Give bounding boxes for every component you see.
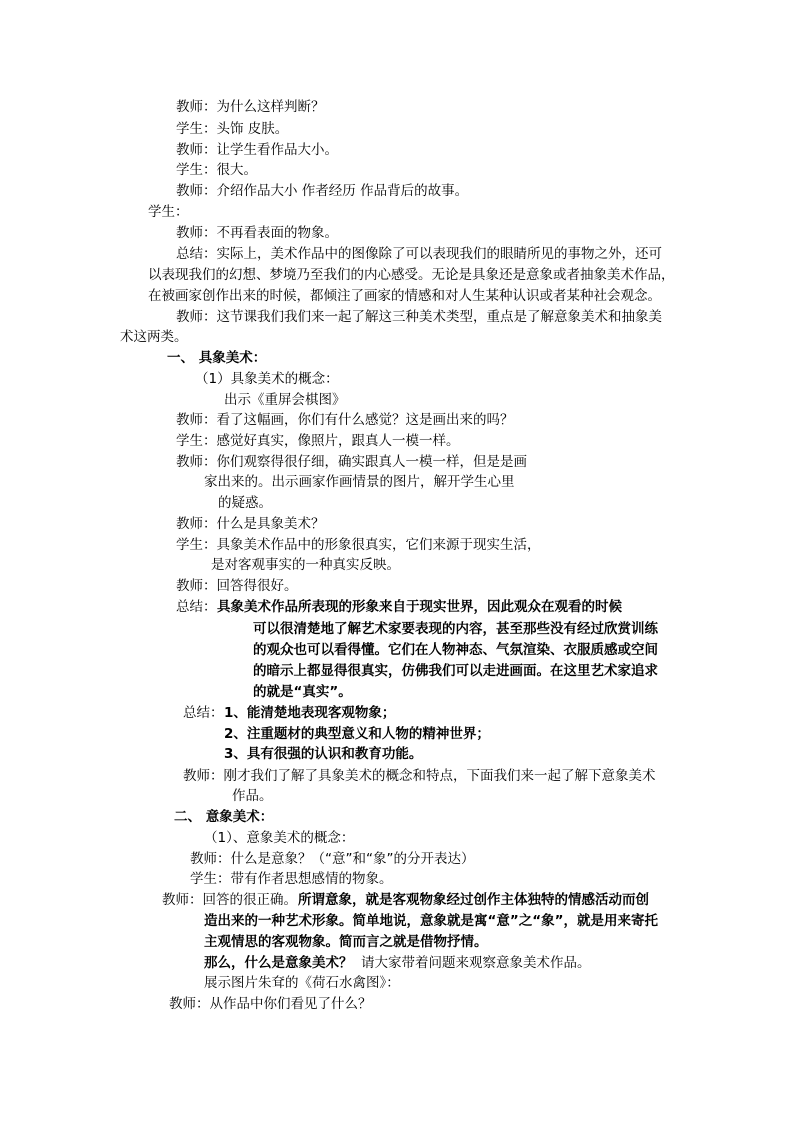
dialogue-line: 学生：带有作者思想感情的物象。 [190,871,393,887]
feature-item: 3、具有很强的认识和教育功能。 [224,746,423,762]
dialogue-line: 教师：让学生看作品大小。 [176,142,338,158]
feature-item: 2、注重题材的典型意义和人物的精神世界； [224,726,490,742]
section-heading-1: 一、 具象美术： [167,350,267,366]
summary-paragraph-line: 总结：实际上，美术作品中的图像除了可以表现我们的眼睛所见的事物之外，还可 [176,246,662,262]
dialogue-line: 学生：很大。 [176,162,257,178]
dialogue-line: 教师：什么是具象美术？ [176,516,325,532]
instruction-line: 请大家带着问题来观察意象美术作品。 [361,955,591,971]
dialogue-line: 学生：感觉好真实，像照片，跟真人一模一样。 [176,433,460,449]
dialogue-line: 教师：刚才我们了解了具象美术的概念和特点，下面我们来一起了解下意象美术 [183,768,656,784]
definition-bold-line: 所谓意象，就是客观物象经过创作主体独特的情感活动而创 [298,892,649,908]
summary-bold-line: 具象美术作品所表现的形象来自于现实世界，因此观众在观看的时候 [217,599,622,615]
definition-bold-line: 主观情思的客观物象。简而言之就是借物抒情。 [204,934,488,950]
summary-bold-line: 可以很清楚地了解艺术家要表现的内容，甚至那些没有经过欣赏训练 [253,621,658,637]
material-line: 出示《重屏会棋图》 [224,392,346,408]
dialogue-line: 教师：为什么这样判断？ [176,99,325,115]
feature-item: 1、能清楚地表现客观物象； [224,705,396,721]
dialogue-line: 教师：回答得很好。 [176,578,298,594]
dialogue-line: 术这两类。 [120,329,188,345]
dialogue-line: 教师：回答的很正确。 [162,892,297,908]
dialogue-line: 的疑惑。 [218,495,272,511]
dialogue-line: 教师：什么是意象？（“意”和“象”的分开表达） [190,851,475,867]
dialogue-line: 教师：看了这幅画，你们有什么感觉？这是画出来的吗？ [176,412,514,428]
dialogue-line: 学生： [148,204,189,220]
dialogue-line: 教师：介绍作品大小 作者经历 作品背后的故事。 [176,183,469,199]
dialogue-line: 教师：不再看表面的物象。 [176,225,338,241]
summary-label: 总结： [183,705,224,721]
definition-bold-line: 造出来的一种艺术形象。简单地说，意象就是寓“意”之“象”，就是用来寄托 [204,913,658,929]
summary-label: 总结： [176,599,217,615]
summary-paragraph-line: 在被画家创作出来的时候，都倾注了画家的情感和对人生某种认识或者某种社会观念。 [148,288,661,304]
dialogue-line: 作品。 [232,788,273,804]
dialogue-line: 教师：这节课我们我们来一起了解这三种美术类型，重点是了解意象美术和抽象美 [176,309,662,325]
section-heading-2: 二、 意象美术： [174,809,274,825]
subheading: （1）、意象美术的概念： [204,830,355,846]
summary-bold-line: 的观众也可以看得懂。它们在人物神态、气氛渲染、衣服质感或空间 [253,642,658,658]
dialogue-line: 学生：头饰 皮肤。 [176,121,289,137]
subheading: （1）具象美术的概念： [195,371,339,387]
dialogue-line: 教师：你们观察得很仔细，确实跟真人一模一样，但是是画 [176,454,527,470]
summary-paragraph-line: 以表现我们的幻想、梦境乃至我们的内心感受。无论是具象还是意象或者抽象美术作品， [148,267,675,283]
dialogue-line: 是对客观事实的一种真实反映。 [211,557,400,573]
summary-bold-line: 的就是“真实”。 [253,684,352,700]
dialogue-line: 家出来的。出示画家作画情景的图片，解开学生心里 [204,474,515,490]
material-line: 展示图片朱耷的《荷石水禽图》： [204,975,400,991]
dialogue-line: 教师：从作品中你们看见了什么？ [169,996,372,1012]
summary-bold-line: 的暗示上都显得很真实，仿佛我们可以走进画面。在这里艺术家追求 [253,663,658,679]
question-bold: 那么，什么是意象美术？ [204,955,353,971]
dialogue-line: 学生：具象美术作品中的形象很真实，它们来源于现实生活， [176,537,541,553]
